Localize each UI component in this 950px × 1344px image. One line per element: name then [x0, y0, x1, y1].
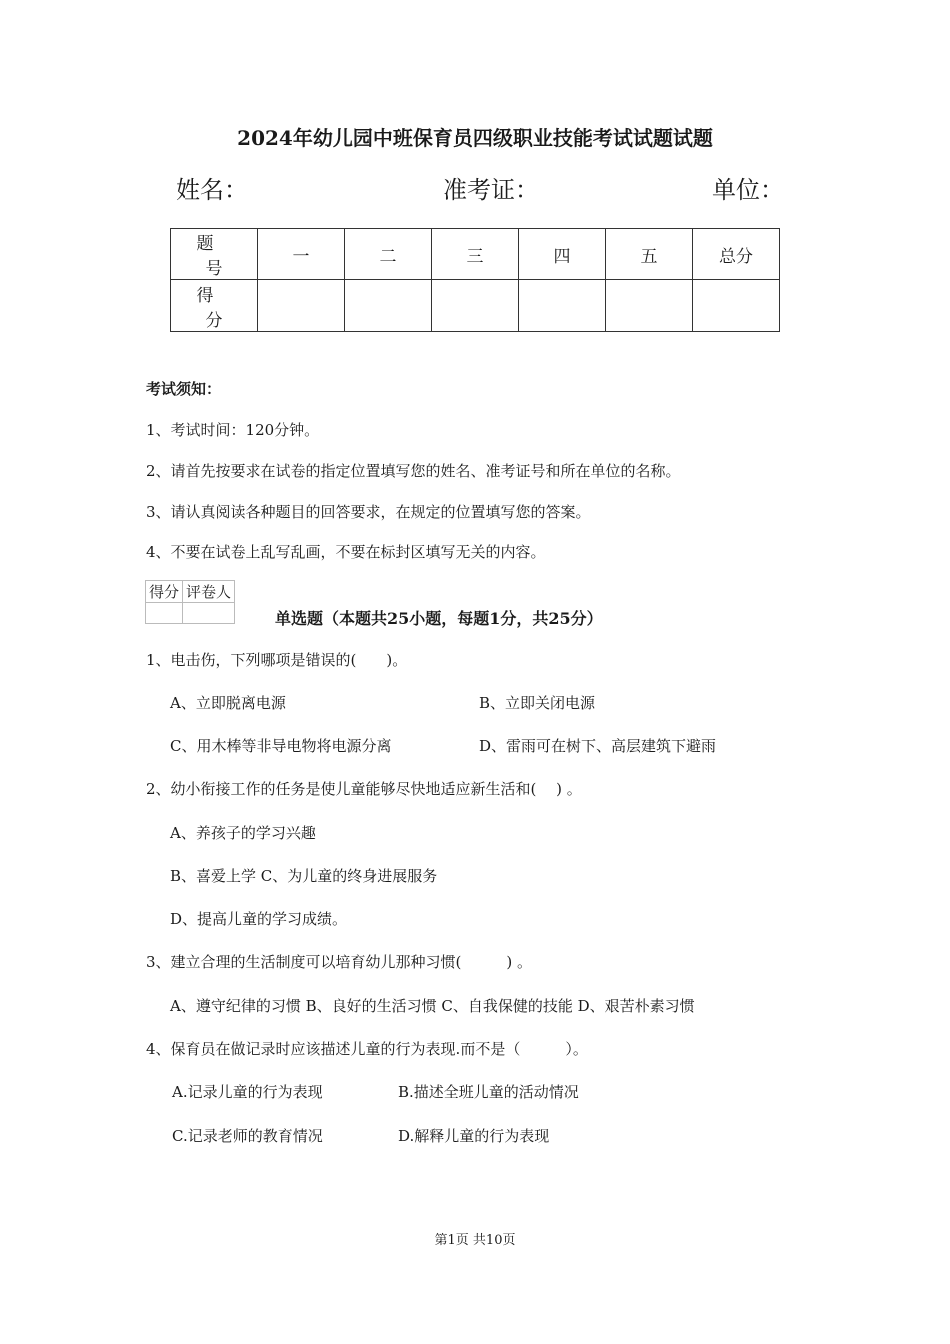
question-option: A、遵守纪律的习惯 B、良好的生活习惯 C、自我保健的技能 D、艰苦朴素习惯 [170, 997, 695, 1015]
notice-heading: 考试须知： [146, 380, 222, 398]
grader-box [145, 580, 235, 624]
question-option: A.记录儿童的行为表现 [172, 1083, 323, 1101]
question-stem: 1、电击伤，下列哪项是错误的( )。 [146, 651, 408, 669]
question-option: B、喜爱上学 C、为儿童的终身进展服务 [170, 867, 438, 885]
grader-reviewer-label: 评卷人 [183, 581, 235, 603]
score-cell [258, 280, 345, 332]
score-cell [432, 280, 519, 332]
question-option: D、提高儿童的学习成绩。 [170, 910, 348, 928]
question-option: D、雷雨可在树下、高层建筑下避雨 [479, 737, 717, 755]
notice-item: 1、考试时间：120分钟。 [146, 421, 320, 439]
score-row-label: 得 分 [171, 280, 258, 332]
question-option: C.记录老师的教育情况 [172, 1127, 323, 1145]
question-stem: 3、建立合理的生活制度可以培育幼儿那种习惯( ) 。 [146, 953, 533, 971]
name-field-label: 姓名： [176, 176, 248, 204]
score-table-header-cell: 二 [345, 229, 432, 280]
score-table-header-cell: 一 [258, 229, 345, 280]
score-table-header-cell: 三 [432, 229, 519, 280]
grader-score-label: 得分 [146, 581, 183, 603]
page-footer: 第1页 共10页 [434, 1233, 516, 1248]
question-stem: 2、幼小衔接工作的任务是使儿童能够尽快地适应新生活和( ) 。 [146, 780, 582, 798]
score-cell [693, 280, 780, 332]
exam-title: 2024年幼儿园中班保育员四级职业技能考试试题试题 [237, 126, 713, 150]
score-table-score-row [171, 280, 780, 332]
score-cell [345, 280, 432, 332]
notice-item: 4、不要在试卷上乱写乱画，不要在标封区填写无关的内容。 [146, 543, 546, 561]
score-table-header-cell: 四 [519, 229, 606, 280]
grader-reviewer-cell [183, 603, 235, 624]
unit-field-label: 单位： [712, 176, 784, 204]
score-table-header-row [171, 229, 780, 280]
question-option: C、用木棒等非导电物将电源分离 [170, 737, 392, 755]
exam-id-field-label: 准考证： [443, 176, 539, 204]
score-cell [519, 280, 606, 332]
question-option: B、立即关闭电源 [479, 694, 596, 712]
score-table-header-cell: 五 [606, 229, 693, 280]
question-option: B.描述全班儿童的活动情况 [398, 1083, 579, 1101]
score-table-header-cell: 总分 [693, 229, 780, 280]
notice-item: 2、请首先按要求在试卷的指定位置填写您的姓名、准考证号和所在单位的名称。 [146, 462, 681, 480]
score-table-header-cell: 题 号 [171, 229, 258, 280]
grader-score-cell [146, 603, 183, 624]
question-option: A、养孩子的学习兴趣 [170, 824, 316, 842]
score-cell [606, 280, 693, 332]
question-option: D.解释儿童的行为表现 [398, 1127, 550, 1145]
score-table [170, 228, 780, 332]
question-option: A、立即脱离电源 [170, 694, 286, 712]
question-stem: 4、保育员在做记录时应该描述儿童的行为表现.而不是（ ）。 [146, 1040, 588, 1058]
notice-item: 3、请认真阅读各种题目的回答要求，在规定的位置填写您的答案。 [146, 503, 591, 521]
section-title: 单选题（本题共25小题，每题1分，共25分） [275, 609, 603, 628]
